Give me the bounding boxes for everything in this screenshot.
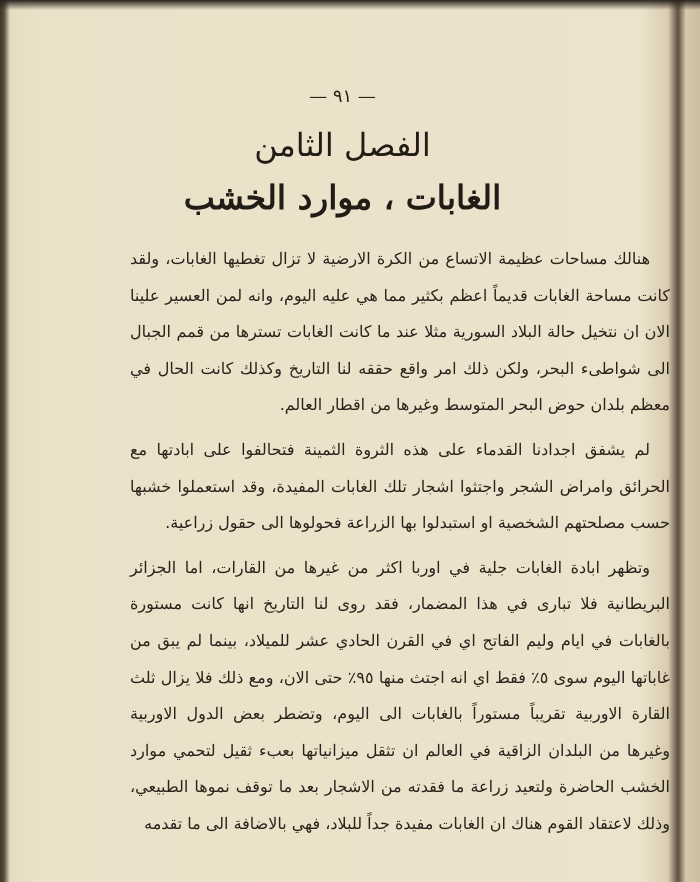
- paragraph-3: وتظهر ابادة الغابات جلية في اوربا اكثر من غيرها من القارات، اما الجزائر البريطانية فلا تبارى في هذا المضمار، فقد روى لنا التاريخ انها كانت مستورة بالغابات في ايام وليم الفاتح اي في القرن الحادي عشر للميلاد، بينما لم يبق من غاباتها اليوم سوى ٥٪ فقط اي انه اجتث منها ٩٥٪ حتى الان، ومع ذلك فلا يزال ثلث القارة الاوربية تقريباً مستوراً بالغابات الى اليوم، وتضطر بعض الدول الاوربية وغيرها من البلدان الزاقية في العالم ان تثقل ميزانياتها بعبء ثقيل لتحمي موارد الخشب الحاضرة ولتعيد زراعة ما فقدته من الاشجار بعد ما توقف نموها الطبيعي، وذلك لاعتقاد القوم هناك ان الغابات مفيدة جداً للبلاد، فهي بالاضافة الى ما تقدمه: [130, 557, 671, 833]
- chapter-subtitle: الغابات ، موارد الخشب: [183, 178, 502, 217]
- chapter-title: الفصل الثامن: [254, 126, 431, 164]
- paragraph-1: هنالك مساحات عظيمة الاتساع من الكرة الارضية لا تزال تغطيها الغابات، ولقد كانت مساحة الغابات قديماً اعظم بكثير مما هي عليه اليوم، وانه لمن العسير علينا الان ان نتخيل حالة البلاد السورية مثلا عند ما كانت الغابات تسترها من قمم الجبال الى شواطىء البحر، ولكن ذلك امر واقع حققه لنا التاريخ وكذلك كانت الحال في معظم بلدان حوض البحر المتوسط وغيرها من اقطار العالم.: [130, 249, 670, 415]
- page-number: — ٩١ —: [309, 86, 376, 107]
- book-page: [10, 8, 675, 882]
- paragraph-2: لم يشفق اجدادنا القدماء على هذه الثروة الثمينة فتحالفوا على ابادتها مع الحرائق وامراض الشجر واجتثوا اشجار تلك الغابات المفيدة، وقد استعملوا خشبها حسب مصلحتهم الشخصية او استبدلوا بها الزراعة فحولوها الى حقول زراعية.: [130, 439, 671, 533]
- body-text: [130, 241, 670, 843]
